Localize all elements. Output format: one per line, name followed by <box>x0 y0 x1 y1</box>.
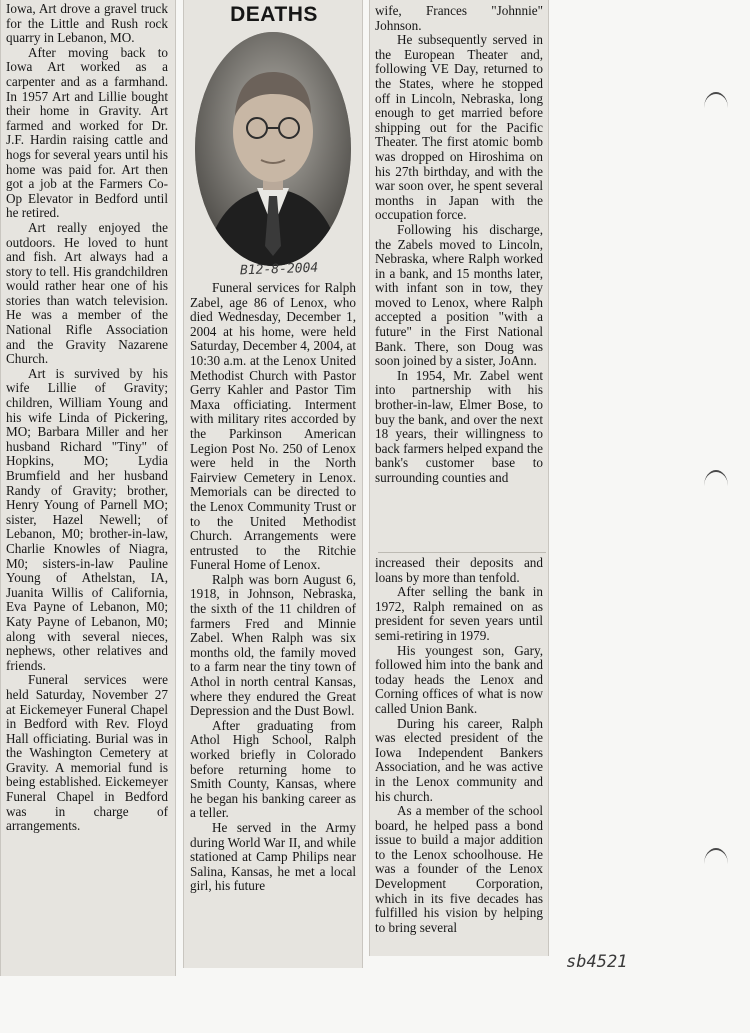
obituary-column-3-top <box>375 4 543 551</box>
paragraph: Art really enjoyed the outdoors. He loved to hunt and fish. Art always had a story to tell. His grandchildren would rather hear one of his stories than watch television. He was a member of the National Rifle Association and the Gravity Nazarene Church. <box>6 219 168 367</box>
paragraph: Art is survived by his wife Lillie of Gravity; children, William Young and his wife Linda of Pickering, MO; Barbara Miller and her husband Richard "Tiny" of Hopkins, MO; Lydia Brumfield and her husband Randy of Gravity; brother, Henry Young of Parnell MO; sister, Hazel Newell; of Lebanon, M0; brother-in-law, Charlie Knowles of Niagra, M0; sisters-in-law Pauline Young of Athelstan, IA, Juanita Willis of California, Eva Payne of Lebanon, M0; Katy Payne of Lebanon, M0; along with several nieces, nephews, other relatives and friends. <box>6 365 168 673</box>
paragraph: He served in the Army during World War II, and while stationed at Camp Philips near Salina, Kansas, he met a local girl, his future <box>190 819 356 894</box>
binder-hole-mark <box>704 848 728 864</box>
obituary-column-3-bottom <box>375 556 543 954</box>
paragraph: During his career, Ralph was elected president of the Iowa Independent Bankers Association, and he was active in the Lenox community and his church. <box>375 715 543 804</box>
paragraph: Funeral services were held Saturday, November 27 at Eickemeyer Funeral Chapel in Bedford with Rev. Floyd Hall officiating. Burial was in the Washington Cemetery at Gravity. A memorial fund is being established. Eickemeyer Funeral Chapel in Bedford was in charge of arrangements. <box>6 672 168 834</box>
section-headline: DEATHS <box>230 3 318 26</box>
paragraph: After moving back to Iowa Art worked as a carpenter and as a farmhand. In 1957 Art and Lillie bought their home in Gravity. Art farmed and worked for Dr. J.F. Hardin raising cattle and hogs for several years until his home was paid for. Art then got a job at the Farmers Co-Op Elevator in Bedford until he retired. <box>6 44 168 221</box>
paragraph: Funeral services for Ralph Zabel, age 86 of Lenox, who died Wednesday, December 1, 2004 at his home, were held Saturday, December 4, 2004, at 10:30 a.m. at the Lenox United Methodist Church with Pastor Gerry Kahler and Pastor Tim Maxa officiating. Interment with military rites accorded by the Parkinson American Legion Post No. 250 of Lenox were held in the North Fairview Cemetery in Lenox. Memorials can be directed to the Lenox Community Trust or to the United Methodist Church. Arrangements were entrusted to the Ritchie Funeral Home of Lenox. <box>190 281 356 573</box>
handwritten-date: B12-8-2004 <box>239 260 319 279</box>
paragraph: He subsequently served in the European Theater and, following VE Day, returned to the States, where he stopped off in Lincoln, Nebraska, long enough to get married before shipping out for the Pacific Theater. The first atomic bomb was dropped on Hiroshima on his 27th birthday, and with the war soon over, he spent several months in Japan with the occupation force. <box>375 32 543 223</box>
paragraph: After selling the bank in 1972, Ralph remained on as president for seven years until semi-retiring in 1979. <box>375 584 543 643</box>
portrait-photo <box>195 32 351 266</box>
paragraph: Iowa, Art drove a gravel truck for the Little and Rush rock quarry in Lebanon, MO. <box>6 2 168 46</box>
paragraph: Ralph was born August 6, 1918, in Johnson, Nebraska, the sixth of the 11 children of farmers Fred and Minnie Zabel. When Ralph was six months old, the family moved to a farm near the tiny town of Athol in north central Kansas, where they endured the Great Depression and the Dust Bowl. <box>190 571 356 719</box>
clipping-cut-line <box>378 552 546 553</box>
paragraph: increased their deposits and loans by more than tenfold. <box>375 556 543 585</box>
paragraph: wife, Frances "Johnnie" Johnson. <box>375 4 543 33</box>
paragraph: In 1954, Mr. Zabel went into partnership with his brother-in-law, Elmer Bose, to buy the bank, and over the next 18 years, their willingness to back farmers helped expand the bank's customer base to surrounding counties and <box>375 367 543 485</box>
handwritten-record-number: sb4521 <box>566 952 628 972</box>
obituary-column-2 <box>190 281 356 966</box>
binder-hole-mark <box>704 470 728 486</box>
obituary-column-1 <box>6 2 168 974</box>
paragraph: As a member of the school board, he helped pass a bond issue to build a major addition to the Lenox schoolhouse. He was a founder of the Lenox Development Corporation, which in its five decades has fulfilled his vision by helping to bring several <box>375 803 543 935</box>
paragraph: After graduating from Athol High School, Ralph worked briefly in Colorado before returning home to Smith County, Kansas, where he began his banking career as a teller. <box>190 717 356 821</box>
binder-hole-mark <box>704 92 728 108</box>
paragraph: Following his discharge, the Zabels moved to Lincoln, Nebraska, where Ralph worked in a bank, and 15 months later, with infant son in tow, they moved to Lenox, where Ralph accepted a position "with a future" in the First National Bank. There, son Doug was soon joined by a sister, JoAnn. <box>375 221 543 369</box>
portrait-image <box>195 32 351 266</box>
paragraph: His youngest son, Gary, followed him into the bank and today heads the Lenox and Corning offices of what is now called Union Bank. <box>375 642 543 716</box>
